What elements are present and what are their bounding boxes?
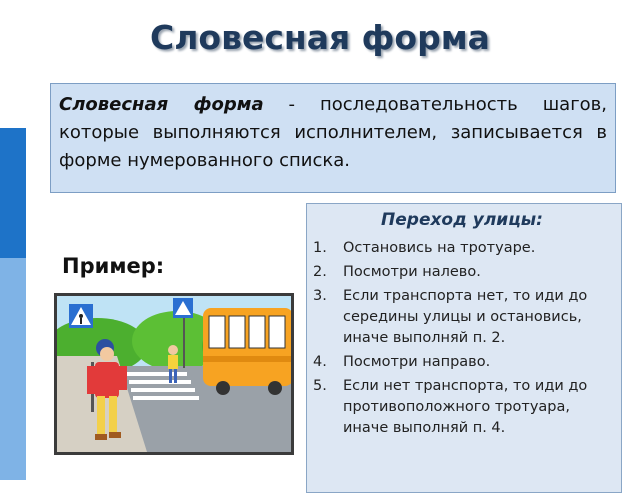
step-text: Посмотри направо.: [343, 354, 491, 370]
list-item: [313, 376, 611, 439]
bus-icon: [203, 308, 291, 395]
definition-text: - последовательность шагов, которые выполняются исполнителем, записывается в форме нумерованного списка.: [59, 94, 608, 171]
step-number: 4.: [313, 354, 327, 370]
list-item: [313, 238, 611, 259]
list-item: [313, 352, 611, 373]
step-number: 2.: [313, 264, 327, 280]
step-text: Остановись на тротуаре.: [343, 240, 536, 256]
steps-box: [306, 203, 622, 493]
definition-box: [50, 83, 616, 193]
definition-term: Словесная форма: [59, 94, 264, 115]
list-item: [313, 262, 611, 283]
steps-title: Переход улицы:: [381, 210, 543, 230]
step-number: 5.: [313, 378, 327, 394]
step-number: 3.: [313, 288, 327, 304]
step-text: Если нет транспорта, то иди до противоположного тротуара, иначе выполняй п. 4.: [343, 378, 588, 436]
example-label: Пример:: [62, 254, 165, 278]
step-number: 1.: [313, 240, 327, 256]
street-crossing-illustration: [54, 293, 294, 455]
step-text: Посмотри налево.: [343, 264, 481, 280]
list-item: [313, 286, 611, 349]
side-accent-light: [0, 258, 26, 480]
step-text: Если транспорта нет, то иди до середины улицы и остановись, иначе выполняй п. 2.: [343, 288, 588, 346]
slide-title: Словесная форма: [150, 18, 490, 57]
steps-list: [313, 238, 611, 439]
street-scene: [57, 296, 291, 452]
side-accent-dark: [0, 128, 26, 258]
